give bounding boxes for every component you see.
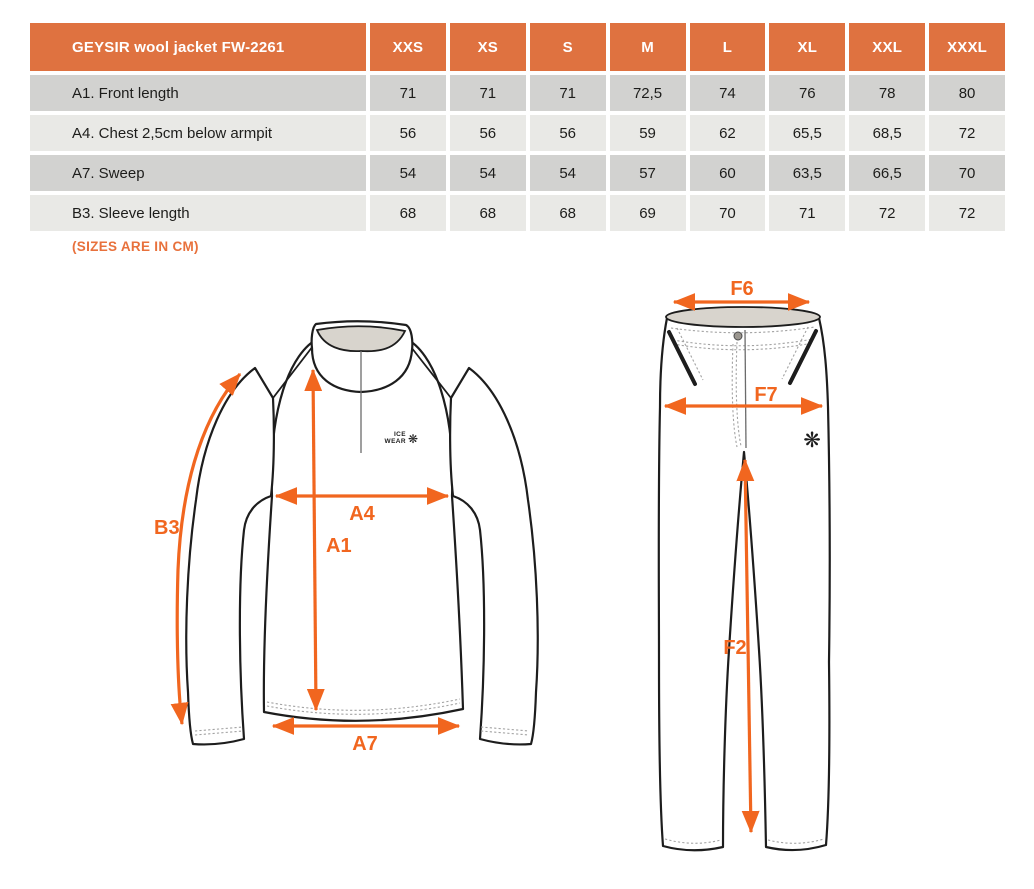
a4-label: A4 (349, 503, 375, 525)
jacket-diagram (140, 290, 560, 760)
table-title: GEYSIR wool jacket FW-2261 (30, 23, 366, 71)
size-value: 71 (370, 75, 446, 111)
f7-label: F7 (754, 384, 778, 406)
size-value: 54 (530, 155, 606, 191)
size-column-header: XXS (370, 23, 446, 71)
size-value: 72 (929, 115, 1005, 151)
size-value: 69 (610, 195, 686, 231)
size-value: 56 (370, 115, 446, 151)
size-value: 76 (769, 75, 845, 111)
size-column-header: XXL (849, 23, 925, 71)
size-value: 63,5 (769, 155, 845, 191)
size-value: 66,5 (849, 155, 925, 191)
size-value: 80 (929, 75, 1005, 111)
row-label: A4. Chest 2,5cm below armpit (30, 115, 366, 151)
size-value: 71 (450, 75, 526, 111)
size-value: 54 (450, 155, 526, 191)
jacket-logo-line2: WEAR (384, 438, 406, 445)
size-table (30, 23, 1005, 231)
size-value: 78 (849, 75, 925, 111)
a7-label: A7 (352, 733, 378, 755)
row-label: A7. Sweep (30, 155, 366, 191)
size-column-header: L (690, 23, 766, 71)
size-value: 62 (690, 115, 766, 151)
jacket-logo-line1: ICE (393, 431, 406, 438)
size-value: 60 (690, 155, 766, 191)
a1-label: A1 (326, 535, 352, 557)
size-value: 56 (530, 115, 606, 151)
size-value: 72,5 (610, 75, 686, 111)
size-value: 68 (450, 195, 526, 231)
pants-waist-opening (666, 307, 820, 327)
size-value: 74 (690, 75, 766, 111)
size-value: 70 (690, 195, 766, 231)
jacket-snowflake-icon: ❋ (408, 432, 419, 446)
size-value: 68 (370, 195, 446, 231)
pants-snowflake-icon: ❋ (803, 428, 821, 452)
size-column-header: S (530, 23, 606, 71)
size-value: 56 (450, 115, 526, 151)
size-value: 68 (530, 195, 606, 231)
size-value: 65,5 (769, 115, 845, 151)
size-column-header: M (610, 23, 686, 71)
jacket-body (264, 338, 463, 721)
size-column-header: XS (450, 23, 526, 71)
size-value: 71 (769, 195, 845, 231)
sizes-unit-note: (SIZES ARE IN CM) (72, 239, 199, 254)
size-value: 59 (610, 115, 686, 151)
row-label: B3. Sleeve length (30, 195, 366, 231)
size-value: 71 (530, 75, 606, 111)
pants-button (734, 332, 742, 340)
row-label: A1. Front length (30, 75, 366, 111)
b3-label: B3 (154, 517, 180, 539)
f2-label: F2 (723, 637, 747, 659)
size-value: 54 (370, 155, 446, 191)
size-value: 70 (929, 155, 1005, 191)
pants-body (659, 318, 830, 850)
size-column-header: XL (769, 23, 845, 71)
jacket-left-sleeve (186, 368, 274, 744)
size-column-header: XXXL (929, 23, 1005, 71)
size-value: 72 (849, 195, 925, 231)
pants-diagram (635, 272, 880, 872)
size-value: 57 (610, 155, 686, 191)
f6-label: F6 (730, 278, 754, 300)
size-value: 72 (929, 195, 1005, 231)
size-value: 68,5 (849, 115, 925, 151)
